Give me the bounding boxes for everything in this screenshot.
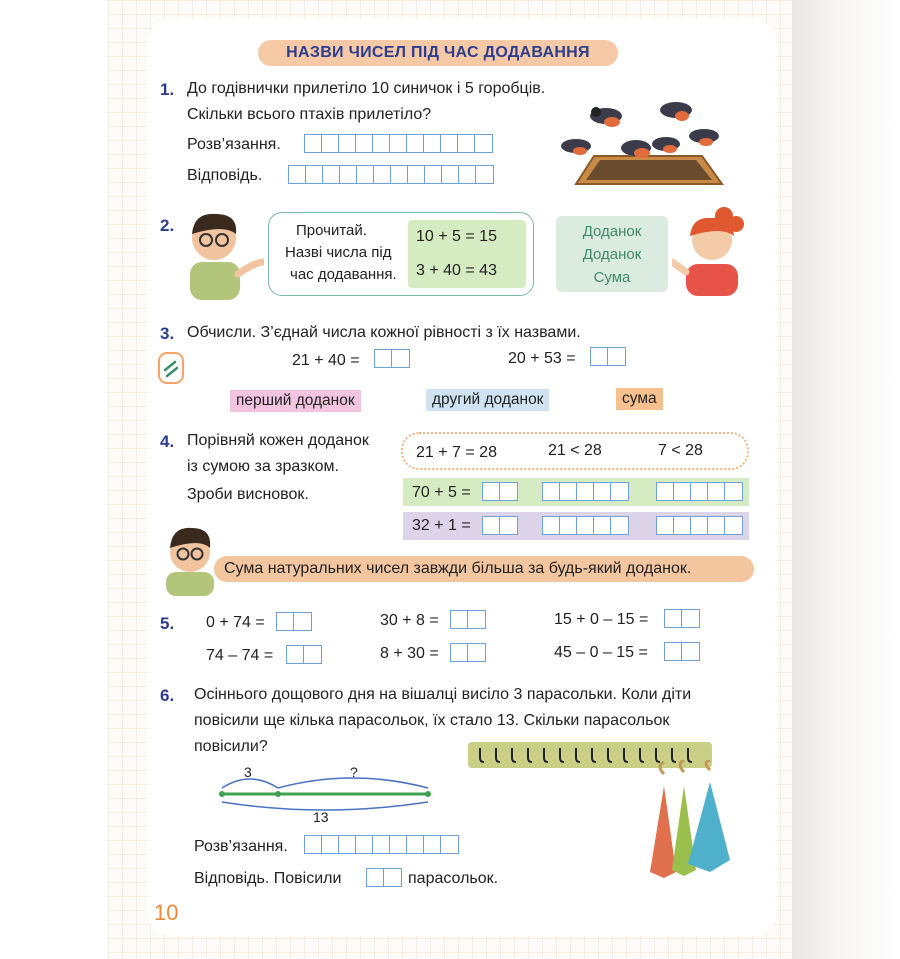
task-5-answer-4-input[interactable] [286, 645, 322, 664]
task-1-answer-label: Відповідь. [187, 167, 263, 184]
task-4-text-line1: Порівняй кожен доданок [187, 432, 369, 449]
bubble-line-1: Прочитай. [296, 222, 367, 239]
task-5-answer-6-input[interactable] [664, 642, 700, 661]
task-5-answer-2-input[interactable] [450, 610, 486, 629]
task-1-solution-input[interactable] [304, 134, 493, 153]
task-5-expr-2: 30 + 8 = [380, 612, 439, 629]
boy-character-illustration-2 [160, 520, 218, 596]
task-1-text-line2: Скільки всього птахів прилетіло? [187, 106, 432, 123]
term-name-sum: Сума [593, 269, 631, 286]
bird-icon [590, 107, 622, 127]
term-name-addend-2: Доданок [582, 246, 642, 263]
umbrella-icon [650, 786, 676, 878]
equation-1: 10 + 5 = 15 [416, 228, 497, 245]
sample-comparison-1: 21 < 28 [548, 442, 602, 459]
task-1-number: 1. [160, 80, 175, 99]
task-5-number: 5. [160, 614, 175, 633]
term-names-box [556, 216, 668, 292]
link-lines-icon [158, 352, 184, 384]
task-3-expr-1: 21 + 40 = [292, 352, 360, 369]
page-edge-shadow [792, 0, 900, 959]
task-4-row-1-expr: 70 + 5 = [412, 484, 471, 501]
task-3-expr-2: 20 + 53 = [508, 350, 576, 367]
chip-first-addend[interactable]: перший доданок [230, 390, 361, 412]
task-6-answer-prefix: Відповідь. Повісили [194, 870, 342, 887]
task-1-text-line1: До годівнички прилетіло 10 синичок і 5 горобців. [187, 80, 546, 97]
task-3-answer-1-input[interactable] [374, 349, 410, 368]
task-5-answer-5-input[interactable] [450, 643, 486, 662]
task-6-answer-suffix: парасольок. [408, 870, 499, 887]
task-4-number: 4. [160, 432, 175, 451]
umbrella-icon [688, 782, 730, 872]
page-title: НАЗВИ ЧИСЕЛ ПІД ЧАС ДОДАВАННЯ [258, 40, 618, 66]
umbrellas-illustration [640, 760, 734, 880]
task-5-expr-6: 45 – 0 – 15 = [554, 644, 648, 661]
task-1-solution-label: Розв’язання. [187, 136, 281, 153]
bird-feeder-illustration [556, 96, 736, 190]
task-2-number: 2. [160, 216, 175, 235]
task-6-answer-input[interactable] [366, 868, 402, 887]
equation-2: 3 + 40 = 43 [416, 262, 497, 279]
sample-equation: 21 + 7 = 28 [416, 444, 497, 461]
diagram-total: 13 [313, 809, 329, 825]
diagram-part-known: 3 [244, 764, 252, 780]
chip-second-addend[interactable]: другий доданок [426, 389, 549, 411]
chip-sum[interactable]: сума [616, 388, 663, 410]
diagram-part-unknown: ? [350, 764, 358, 780]
task-6-solution-label: Розв’язання. [194, 838, 288, 855]
task-5-expr-3: 15 + 0 – 15 = [554, 611, 649, 628]
task-6-text-line3: повісили? [194, 738, 268, 755]
bubble-line-2: Назві числа під [285, 244, 392, 261]
bubble-line-3: час додавання. [290, 266, 397, 283]
task-4-row-2-cmp-2-input[interactable] [656, 516, 743, 535]
task-6-text-line1: Осіннього дощового дня на вішалці висіло 3 парасольки. Коли діти [194, 686, 692, 703]
task-4-row-1-sum-input[interactable] [482, 482, 518, 501]
task-4-row-1-cmp-1-input[interactable] [542, 482, 629, 501]
task-4-row-1-cmp-2-input[interactable] [656, 482, 743, 501]
task-5-answer-3-input[interactable] [664, 609, 700, 628]
task-5-expr-5: 8 + 30 = [380, 645, 439, 662]
task-6-number: 6. [160, 686, 175, 705]
conclusion-text: Сума натуральних чисел завжди більша за будь-який доданок. [224, 560, 692, 577]
task-4-row-2-sum-input[interactable] [482, 516, 518, 535]
task-4-text-line2: із сумою за зразком. [187, 458, 339, 475]
task-4-row-2-expr: 32 + 1 = [412, 517, 471, 534]
task-3-number: 3. [160, 324, 175, 343]
task-5-expr-1: 0 + 74 = [206, 614, 265, 631]
task-3-text: Обчисли. З’єднай числа кожної рівності з їх назвами. [187, 324, 581, 341]
boy-character-illustration [180, 206, 264, 300]
task-1-answer-input[interactable] [288, 165, 494, 184]
task-6-text-line2: повісили ще кілька парасольок, їх стало 13. Скільки парасольок [194, 712, 670, 729]
girl-character-illustration [672, 206, 752, 296]
task-6-solution-input[interactable] [304, 835, 459, 854]
task-3-answer-2-input[interactable] [590, 347, 626, 366]
page-number: 10 [154, 900, 179, 925]
term-name-addend-1: Доданок [582, 223, 642, 240]
task-5-answer-1-input[interactable] [276, 612, 312, 631]
task-5-expr-4: 74 – 74 = [206, 647, 274, 664]
task-4-text-line3: Зроби висновок. [187, 486, 309, 503]
task-4-row-2-cmp-1-input[interactable] [542, 516, 629, 535]
sample-comparison-2: 7 < 28 [658, 442, 703, 459]
